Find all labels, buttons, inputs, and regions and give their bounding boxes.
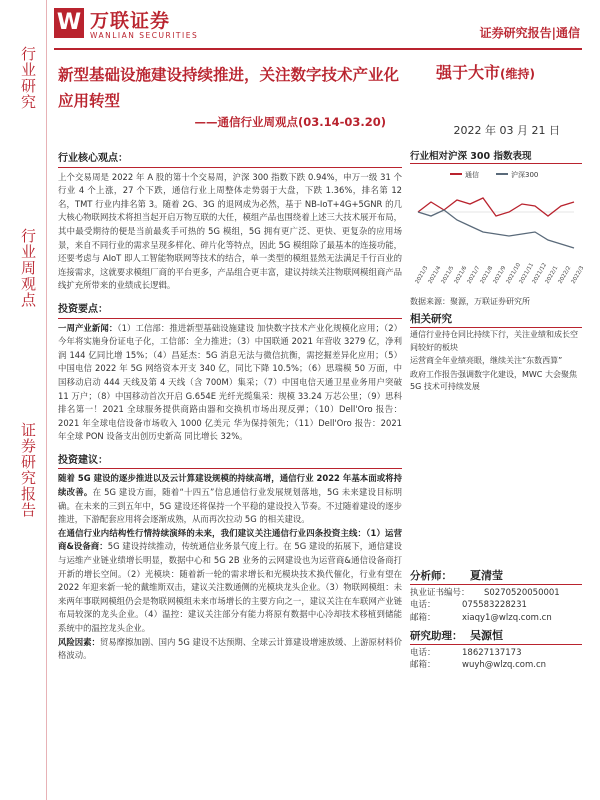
sidebar [0, 0, 46, 800]
x-tick-label: 2021/9 [492, 265, 508, 285]
x-tick-label: 2021/3 [414, 265, 430, 285]
assistant-label: 研究助理： [410, 630, 463, 642]
suggestion-p2-lead: 在通信行业内结构性行情持续演绎的未来，我们建议关注通信行业四条投资主线：（1）运营商&设备商： [58, 527, 402, 552]
main-column [58, 148, 402, 663]
analyst-block [410, 570, 582, 672]
logo-mark-icon: W [54, 8, 84, 38]
legend-label: 沪深300 [511, 171, 539, 179]
core-view-text: 上个交易周是 2022 年 A 股的第十个交易周，沪深 300 指数下跌 0.94%，申万一级 31 个行业 4 个上涨，27 个下跌，通信行业上周整体走势弱于大盘，下跌 1.36%，排名第 12 名，TMT 行业内排名第 3。随着 2G、3G 的退网成为必然，基于 NB-IoT+4G+5GNR 的几大核心物联网技术将担当起开启万物互联的大任，模组产品也围绕着上述三大技术展开布局，其中最受期待的便是当前最炙手可热的 5G 模组，5G 拥有更广泛、更快、更复杂的应用场景，来自不同行业的需求呈现多样化、碎片化等特点，因此 5G 模组除了最基本的连接功能，还要考虑与 AIoT 即人工智能物联网等技术的结合，单一类型的模组显然无法满足千行百业的连接需求，这就要求模组厂商的平台更多，产品组合更丰富，建议持续关注物联网模组商产品线扩充所带来的业绩成长逻辑。 [58, 171, 402, 291]
risk-text: 贸易摩擦加剧、国内 5G 建设不达预期、全球云计算建设增速放缓、上游原材料价格波动。 [58, 636, 403, 661]
performance-chart-svg [410, 164, 586, 294]
sidebar-label-industry-research: 行业研究 [19, 46, 37, 110]
suggestion-p2-text: 5G 建设持续推动，传统通信业务景气度上行。在 5G 建设的拓展下，通信建设与运维产业链业绩增长明显，数据中心和 5G 2B 业务的云网建设也为运营商&通信设备商打开新的增长空间。（2）光模块：随着新一轮的需求增长和光模块技术换代催化，行业有望在 2022 年迎来新一轮的戴维斯双击，建议关注数通侧的光模块龙头企业。（3）物联网模组：未来两年事联网模组仍会是物联网模组未来市场增长的主要方向之一，建议关注在车联网产业链布局较深的龙头企业。（4）温控：建议关注部分有能力将原有数据中心冷却技术移植到储能系统中的温控龙头企业。 [58, 541, 402, 633]
assistant-tel: 18627137173 [462, 647, 522, 658]
x-tick-label: 2021/4 [427, 265, 443, 285]
cert-number: S0270520050001 [484, 587, 560, 598]
x-tick-label: 2021/5 [440, 265, 456, 285]
x-tick-label: 2021/12 [531, 262, 549, 285]
x-tick-label: 2021/10 [505, 262, 523, 285]
brand-logo [54, 6, 224, 46]
x-tick-label: 2021/6 [453, 265, 469, 285]
industry-news-lead: 一周产业新闻： [58, 322, 118, 333]
industry-news-text: （1）工信部：推进新型基础设施建设 加快数字技术产业化规模化应用；（2）今年将实施身份证电子化，工信部：全力推进；（3）中国联通 2021 年营收 3279 亿，净利润 144 亿同比增 15%；（4）昌延杰：5G 消息无法与微信抗衡，需挖掘差异化应用；（5）中国电信 2022 年 5G 网络资本开支 340 亿，同比下降 10.5%；（6）思瑞模 50 万面，中国移动启动 444 天线及第 4 天线（含 700M）集采；（7）中国电信天通卫星业务用户突破 11 万户；（8）中国移动首次开启 G.654E 光纤光缆集采：规模 33.24 万芯公里；（9）思科排名第一！2021 全球服务提供商路由器和交换机市场出现反弹；（10）Dell'Oro 报告：2021 年全球电信设备市场收入 1000 亿美元 华为保持领先；（11）Dell'Oro 报告：2021 年全球 PON 设备支出创历史新高 同比增长 32%。 [58, 322, 402, 442]
x-tick-label: 2021/11 [518, 262, 536, 285]
logo-text-cn: 万联证券 [90, 10, 171, 32]
report-category: 证券研究报告|通信 [479, 26, 580, 40]
invest-points-heading: 投资要点： [58, 303, 402, 319]
suggestion-paragraph-1 [58, 472, 402, 526]
legend-label: 通信 [465, 171, 479, 179]
mail-label: 邮箱： [410, 612, 436, 623]
right-column [410, 148, 586, 394]
tel-label: 电话： [410, 600, 436, 610]
assistant-mail-label: 邮箱： [410, 660, 436, 670]
related-heading: 相关研究 [410, 311, 582, 328]
suggestion-p1-text: 在 5G 建设方面，随着“十四五”信息通信行业发展规划落地，5G 未来建设目标明确。在未来的三到五年中，5G 建设还将保持一个平稳的建设投入节奏。不过随着建设的逐步推进，下游配套应用将会逐渐成熟，从而再次拉动 5G 的相关建设。 [58, 487, 402, 525]
chart-source: 数据来源：聚源，万联证券研究所 [410, 297, 530, 306]
assistant-tel-label: 电话： [410, 647, 436, 658]
x-tick-label: 2022/2 [557, 265, 573, 285]
related-item[interactable]: 运营商全年业绩亮眼，继续关注“东数西算” [410, 356, 563, 365]
analyst-name: 夏清莹 [470, 569, 503, 582]
suggestion-paragraph-2 [58, 527, 402, 636]
sidebar-divider [46, 0, 47, 800]
analyst-tel: 075583228231 [462, 600, 527, 610]
performance-chart [410, 164, 586, 294]
report-date: 2022 年 03 月 21 日 [453, 124, 560, 137]
risk-paragraph [58, 636, 402, 663]
x-tick-label: 2022/3 [570, 265, 586, 285]
assistant-divider [410, 644, 582, 645]
x-tick-label: 2021/7 [466, 265, 482, 285]
suggestion-p1-lead: 随着 5G 建设的逐步推进以及云计算建设规模的持续高增，通信行业 2022 年基本面或将持续改善。 [58, 473, 402, 498]
analyst-label: 分析师： [410, 570, 452, 582]
rating-sub: (维持) [500, 67, 535, 81]
rating [436, 60, 535, 83]
rating-main: 强于大市 [436, 63, 501, 82]
header-divider [54, 48, 582, 50]
report-title: 新型基础设施建设持续推进，关注数字技术产业化应用转型 [58, 66, 400, 110]
series-line [418, 198, 574, 216]
x-tick-label: 2022/1 [544, 265, 560, 285]
related-item[interactable]: 通信行业持仓同比持续下行，关注业绩和成长空间较好的板块 [410, 330, 578, 352]
invest-points-paragraph [58, 322, 402, 444]
sidebar-label-weekly-view: 行业周观点 [19, 228, 37, 308]
risk-lead: 风险因素： [58, 636, 100, 647]
logo-text-en: WANLIAN SECURITIES [90, 31, 199, 40]
x-tick-label: 2021/8 [479, 265, 495, 285]
analyst-divider [410, 584, 582, 585]
suggestion-heading: 投资建议： [58, 454, 402, 470]
cert-label: 执业证书编号： [410, 587, 470, 598]
assistant-name: 吴源恒 [470, 629, 503, 642]
assistant-email[interactable]: wuyh@wlzq.com.cn [462, 660, 547, 670]
analyst-email[interactable]: xiaqy1@wlzq.com.cn [462, 612, 552, 623]
sidebar-label-research-report: 证券研究报告 [19, 422, 37, 518]
related-item[interactable]: 政府工作报告强调数字化建设，MWC 大会聚焦 5G 技术可持续发展 [410, 369, 577, 391]
chart-heading: 行业相对沪深 300 指数表现 [410, 148, 582, 164]
report-subtitle: ——通信行业周观点(03.14-03.20) [194, 115, 386, 129]
core-view-heading: 行业核心观点： [58, 152, 402, 168]
